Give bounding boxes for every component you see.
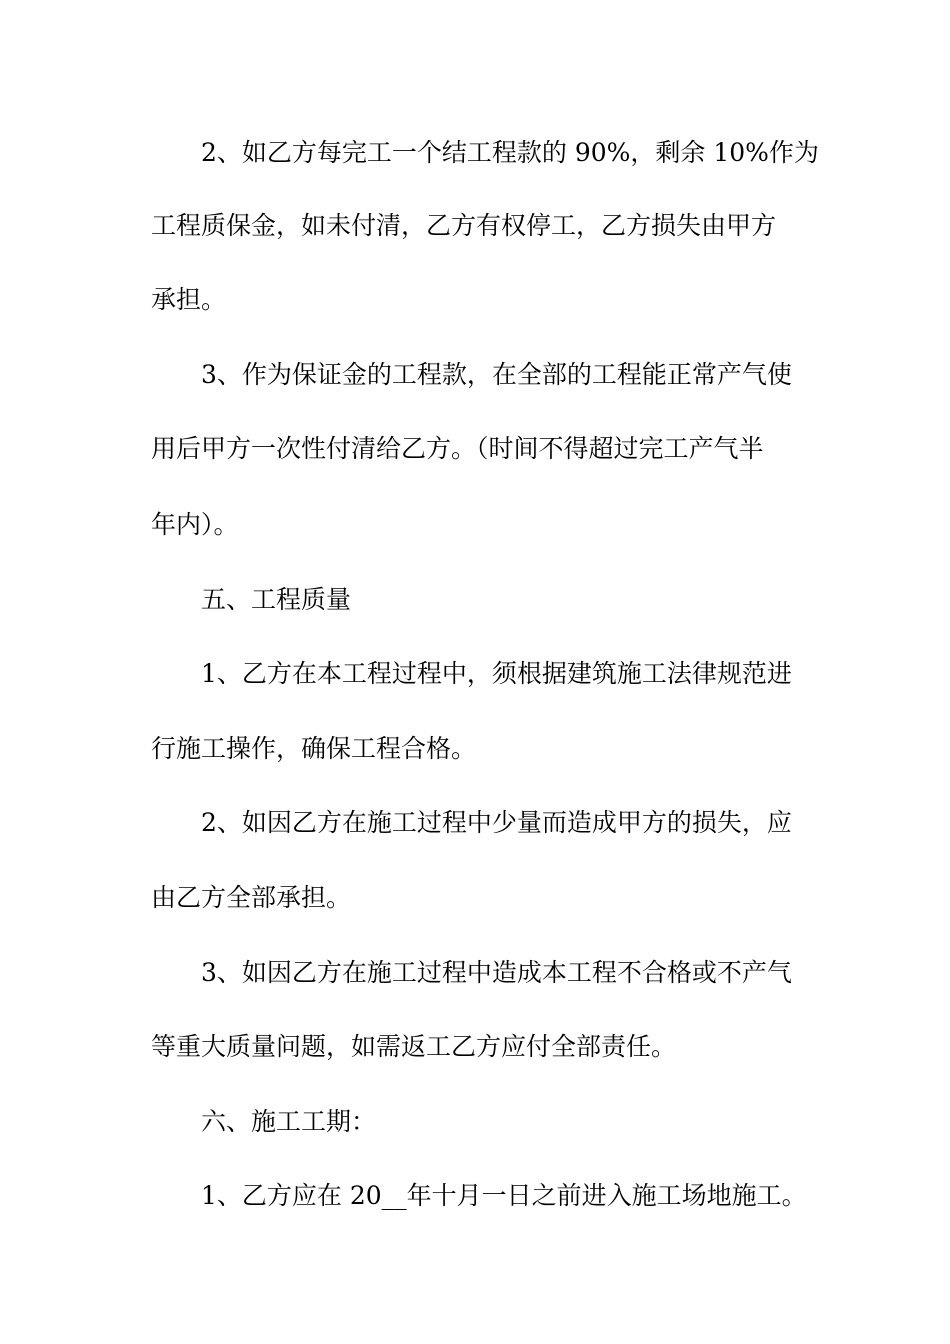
paragraph-line: 3、作为保证金的工程款，在全部的工程能正常产气使 xyxy=(201,360,792,389)
section-heading: 六、施工工期： xyxy=(201,1107,377,1136)
paragraph-line: 由乙方全部承担。 xyxy=(151,883,352,912)
paragraph-line: 1、乙方在本工程过程中，须根据建筑施工法律规范进 xyxy=(201,659,792,688)
paragraph-line: 用后甲方一次性付清给乙方。（时间不得超过完工产气半 xyxy=(151,434,764,463)
paragraph-line: 3、如因乙方在施工过程中造成本工程不合格或不产气 xyxy=(201,958,792,987)
paragraph-line: 2、如因乙方在施工过程中少量而造成甲方的损失，应 xyxy=(201,808,792,837)
paragraph-line: 承担。 xyxy=(151,285,227,314)
paragraph-line: 1、乙方应在 20__年十月一日之前进入施工场地施工。 xyxy=(201,1181,807,1210)
section-heading: 五、工程质量 xyxy=(201,585,352,614)
paragraph-line: 工程质保金，如未付清，乙方有权停工，乙方损失由甲方 xyxy=(151,211,777,240)
paragraph-line: 年内）。 xyxy=(151,510,239,539)
paragraph-line: 等重大质量问题，如需返工乙方应付全部责任。 xyxy=(151,1032,677,1061)
paragraph-line: 2、如乙方每完工一个结工程款的 90%，剩余 10%作为 xyxy=(201,138,819,167)
paragraph-line: 行施工操作，确保工程合格。 xyxy=(151,734,477,763)
